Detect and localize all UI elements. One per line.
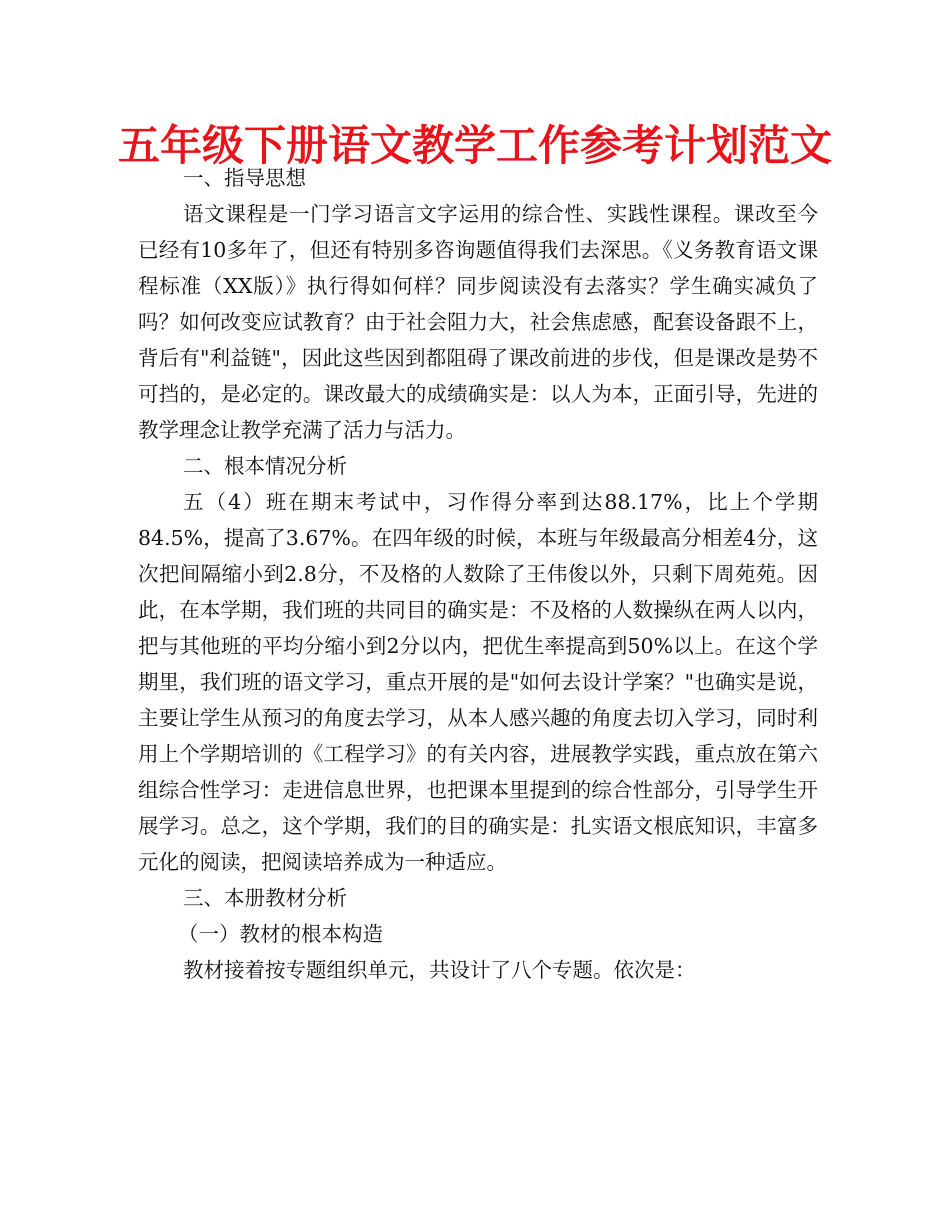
section-heading-textbook-analysis: 三、本册教材分析 — [183, 886, 347, 910]
section-heading-situation-analysis: 二、根本情况分析 — [183, 454, 347, 478]
document-body — [138, 160, 818, 988]
paragraph-textbook-structure: 教材接着按专题组织单元，共设计了八个专题。依次是： — [183, 958, 696, 982]
document-title: 五年级下册语文教学工作参考计划范文 — [117, 121, 832, 170]
paragraph-guiding-thought: 语文课程是一门学习语言文字运用的综合性、实践性课程。课改至今已经有10多年了，但还有特别多咨询题值得我们去深思。《义务教育语文课程标准（XX版）》执行得如何样？同步阅读没有去落实？学生确实减负了吗？如何改变应试教育？由于社会阻力大，社会焦虑感，配套设备跟不上，背后有"利益链"，因此这些因到都阻碍了课改前进的步伐，但是课改是势不可挡的，是必定的。课改最大的成绩确实是：以人为本，正面引导，先进的教学理念让教学充满了活力与活力。 — [138, 202, 818, 442]
section-heading-guiding-thought: 一、指导思想 — [183, 166, 306, 190]
subsection-heading-textbook-structure: （一）教材的根本构造 — [178, 922, 383, 946]
paragraph-situation-analysis: 五（4）班在期末考试中，习作得分率到达88.17%，比上个学期84.5%，提高了3.67%。在四年级的时候，本班与年级最高分相差4分，这次把间隔缩小到2.8分，不及格的人数除了王伟俊以外，只剩下周苑苑。因此，在本学期，我们班的共同目的确实是：不及格的人数操纵在两人以内，把与其他班的平均分缩小到2分以内，把优生率提高到50%以上。在这个学期里，我们班的语文学习，重点开展的是"如何去设计学案？"也确实是说，主要让学生从预习的角度去学习，从本人感兴趣的角度去切入学习，同时利用上个学期培训的《工程学习》的有关内容，进展教学实践，重点放在第六组综合性学习：走进信息世界，也把课本里提到的综合性部分，引导学生开展学习。总之，这个学期，我们的目的确实是：扎实语文根底知识，丰富多元化的阅读，把阅读培养成为一种适应。 — [138, 490, 818, 874]
